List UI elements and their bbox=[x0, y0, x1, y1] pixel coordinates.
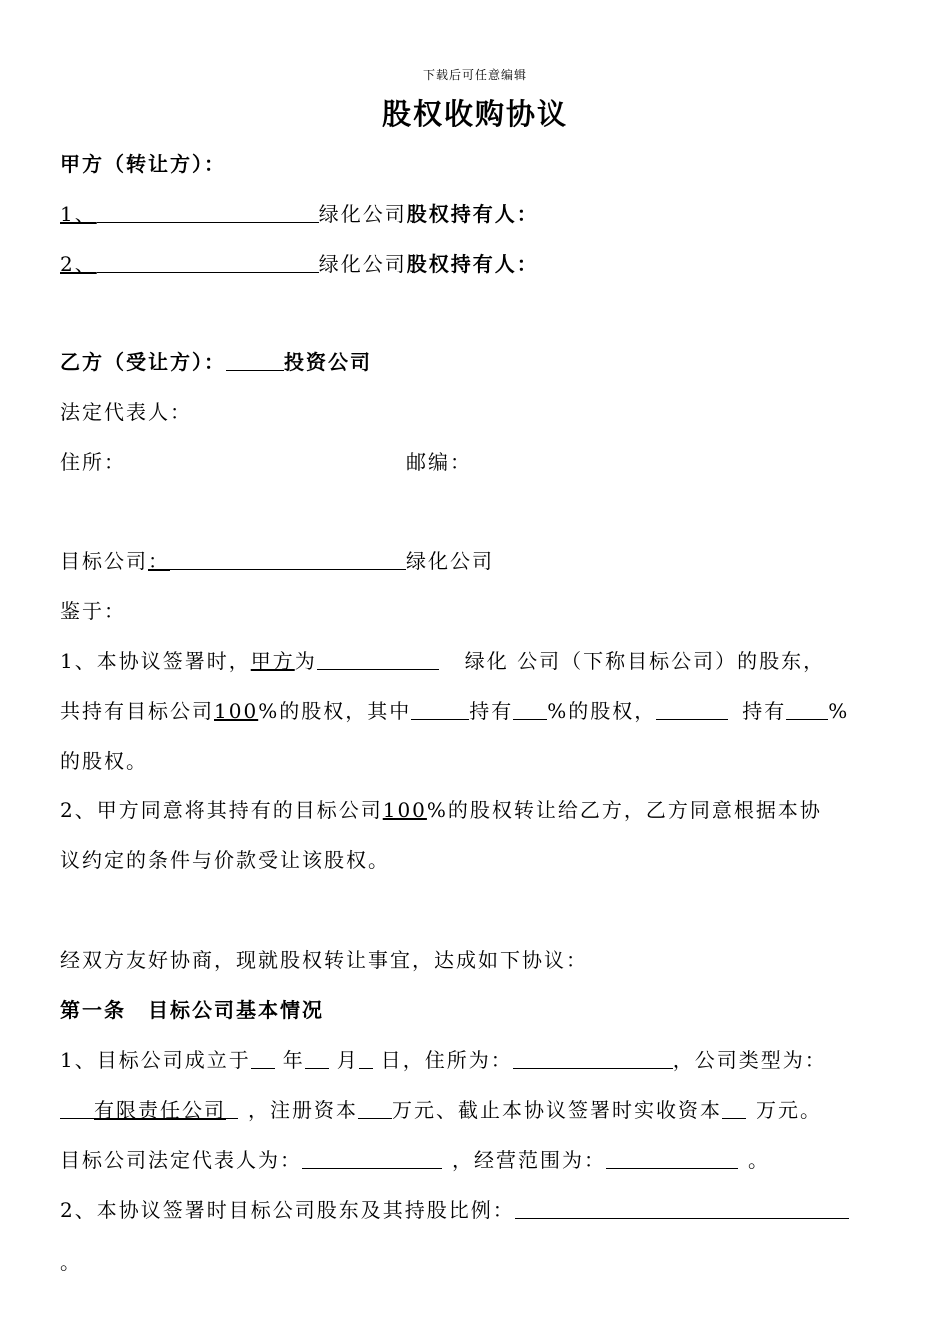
address-line bbox=[60, 448, 126, 476]
target-suffix: 绿化公司 bbox=[406, 549, 494, 573]
a1p1l2-blank2 bbox=[722, 1098, 746, 1119]
whereas-clause-1-line3: 的股权。 bbox=[60, 749, 148, 773]
article-1-p2-end: 。 bbox=[60, 1250, 82, 1274]
postcode-label: 邮编： bbox=[406, 450, 472, 474]
holder1-prefix: 1、 bbox=[60, 202, 97, 226]
party-a-label: 甲方（转让方）： bbox=[60, 152, 226, 176]
party-a-holder-1 bbox=[60, 200, 539, 228]
article-1-p1-line2 bbox=[60, 1096, 822, 1124]
party-a-holder-2 bbox=[60, 250, 539, 278]
a1p1l2-b: 万元、截止本协议签署时实收资本 bbox=[392, 1098, 722, 1122]
c1l2-100: 100 bbox=[214, 699, 259, 723]
article-1-p1-line3 bbox=[60, 1146, 770, 1174]
c1l2-a: 共持有目标公司 bbox=[60, 699, 214, 723]
c2-a: 2、甲方同意将其持有的目标公司 bbox=[60, 798, 383, 822]
a1p1-month: 月 bbox=[336, 1048, 359, 1072]
c1l2-f: % bbox=[828, 699, 850, 723]
a1p1-b: ，公司类型为： bbox=[672, 1048, 827, 1072]
article-1-p1 bbox=[60, 1046, 827, 1074]
party-b-label: 乙方（受让方）： bbox=[60, 350, 226, 374]
whereas-clause-1-line2 bbox=[60, 697, 849, 725]
holder2-blank bbox=[97, 252, 319, 273]
a1p1l3-b: ，经营范围为： bbox=[452, 1148, 606, 1172]
header-note: 下载后可任意编辑 bbox=[422, 68, 527, 82]
c1-jiafang: 甲方 bbox=[250, 649, 295, 673]
holder2-bold: 股权持有人： bbox=[406, 252, 539, 276]
target-label: 目标公司 bbox=[60, 549, 148, 573]
c2-b: %的股权转让给乙方，乙方同意根据本协 bbox=[426, 798, 822, 822]
a1p1l3-a: 目标公司法定代表人为： bbox=[60, 1148, 302, 1172]
c1-b: 为 bbox=[294, 649, 317, 673]
c1-blank bbox=[317, 649, 439, 670]
page-title: 股权收购协议 bbox=[381, 97, 568, 131]
a1p1l3-blank1 bbox=[302, 1148, 442, 1169]
c1-c: 绿化 公司（下称目标公司）的股东， bbox=[464, 649, 826, 673]
c1l2-blank2 bbox=[513, 699, 547, 720]
c1l2-b: %的股权，其中 bbox=[258, 699, 412, 723]
a1p1l3-blank2 bbox=[606, 1148, 738, 1169]
c2-100: 100 bbox=[382, 798, 427, 822]
holder1-suffix: 绿化公司 bbox=[318, 202, 407, 226]
holder2-suffix: 绿化公司 bbox=[318, 252, 407, 276]
whereas-clause-1 bbox=[60, 647, 825, 675]
a1p1-blank-month bbox=[305, 1048, 329, 1069]
c1l2-blank1 bbox=[411, 699, 469, 720]
target-blank bbox=[170, 549, 406, 570]
c1l2-blank3 bbox=[656, 699, 728, 720]
party-b-line bbox=[60, 348, 372, 376]
c1l2-blank4 bbox=[786, 699, 828, 720]
a1p1l2-a: ，注册资本 bbox=[248, 1098, 358, 1122]
whereas-label: 鉴于： bbox=[60, 599, 126, 623]
article-1-p2 bbox=[60, 1196, 849, 1224]
a1p1l3-c: 。 bbox=[748, 1148, 770, 1172]
a1p1-year: 年 bbox=[282, 1048, 305, 1072]
target-colon: ： bbox=[148, 549, 170, 573]
a1p1-blank-day bbox=[359, 1048, 373, 1069]
a1p1l2-c: 万元。 bbox=[756, 1098, 822, 1122]
holder1-blank bbox=[97, 202, 319, 223]
whereas-clause-2 bbox=[60, 796, 822, 824]
party-b-blank bbox=[226, 350, 284, 371]
a1p1-blank-address bbox=[513, 1048, 673, 1069]
a1p1l2-type: 有限责任公司 bbox=[94, 1098, 226, 1122]
a1p1-day: 日，住所为： bbox=[380, 1048, 513, 1072]
consensus: 经双方友好协商，现就股权转让事宜，达成如下协议： bbox=[60, 948, 588, 972]
holder1-bold: 股权持有人： bbox=[406, 202, 539, 226]
whereas-clause-2-line2: 议约定的条件与价款受让该股权。 bbox=[60, 848, 390, 872]
article-1-heading: 第一条 目标公司基本情况 bbox=[60, 998, 324, 1022]
c1l2-c: 持有 bbox=[469, 699, 514, 723]
legal-rep: 法定代表人： bbox=[60, 400, 192, 424]
a1p1l2-blank1 bbox=[358, 1098, 392, 1119]
party-b-company: 投资公司 bbox=[284, 350, 372, 374]
a1p2-text: 2、本协议签署时目标公司股东及其持股比例： bbox=[60, 1198, 515, 1222]
c1l2-e: 持有 bbox=[742, 699, 787, 723]
target-line bbox=[60, 547, 494, 575]
c1l2-d: %的股权， bbox=[547, 699, 657, 723]
a1p1-blank-year bbox=[251, 1048, 275, 1069]
c1-a: 1、本协议签署时， bbox=[60, 649, 251, 673]
a1p1-a: 1、目标公司成立于 bbox=[60, 1048, 251, 1072]
address-label: 住所： bbox=[60, 450, 126, 474]
a1p2-blank bbox=[515, 1198, 849, 1219]
holder2-prefix: 2、 bbox=[60, 252, 97, 276]
